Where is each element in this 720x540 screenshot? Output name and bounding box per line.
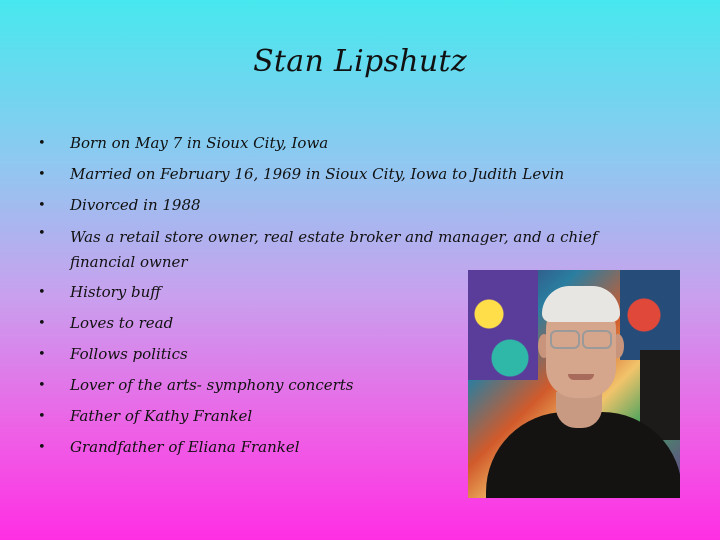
background-artwork [468, 270, 538, 380]
bullet-item: • Father of Kathy Frankel [38, 401, 658, 432]
bullet-item: • Loves to read [38, 308, 658, 339]
slide-title: Stan Lipshutz [253, 44, 467, 79]
bullet-item: • Married on February 16, 1969 in Sioux City, Iowa to Judith Levin [38, 159, 658, 190]
bullet-item: • Follows politics [38, 339, 658, 370]
bullet-item: • Was a retail store owner, real estate broker and manager, and a chief financial owner [38, 221, 658, 277]
white-hair [542, 286, 620, 322]
glasses-lens [582, 330, 612, 349]
eyeglasses [550, 330, 612, 346]
bullet-item: • Grandfather of Eliana Frankel [38, 432, 658, 463]
bullet-item: • History buff [38, 277, 658, 308]
bullet-item: • Divorced in 1988 [38, 190, 658, 221]
smile [568, 374, 594, 380]
bullet-item: • Lover of the arts- symphony concerts [38, 370, 658, 401]
background-artwork [620, 270, 680, 360]
glasses-lens [550, 330, 580, 349]
portrait-photo [468, 270, 680, 498]
bullet-item: • Born on May 7 in Sioux City, Iowa [38, 128, 658, 159]
